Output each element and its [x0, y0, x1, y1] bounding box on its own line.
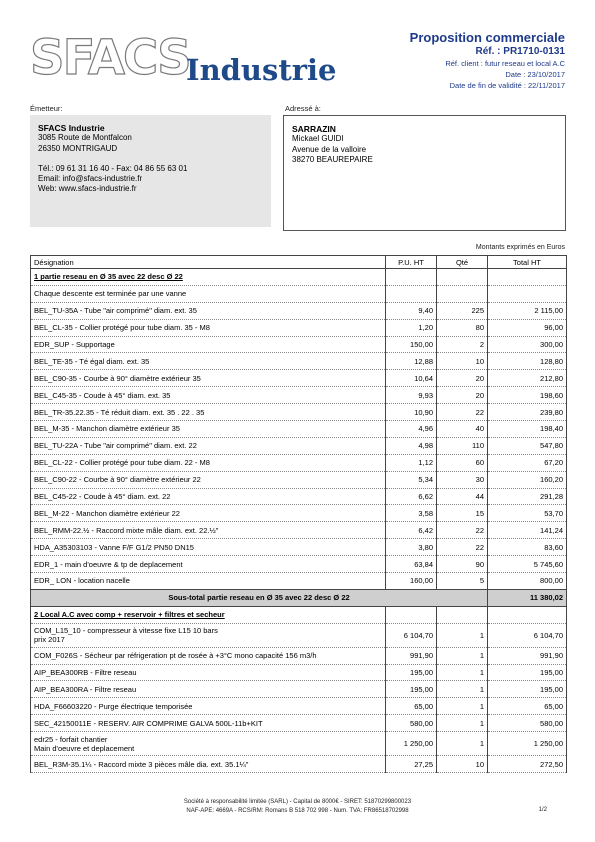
line-unit-price: 195,00 — [386, 664, 437, 681]
document-date: Date : 23/10/2017 — [505, 70, 565, 79]
line-designation-text: BEL_CL-35 - Collier protégé pour tube diam. 35 - M8 — [34, 323, 210, 333]
header-quantity: Qté — [437, 256, 488, 269]
line-quantity: 1 — [437, 623, 488, 647]
table-row — [31, 664, 567, 681]
company-logo — [30, 30, 337, 90]
line-quantity — [437, 269, 488, 286]
line-designation-text: 2 Local A.C avec comp + reservoir + filtres et secheur — [34, 610, 225, 620]
line-total: 198,40 — [488, 421, 567, 438]
line-designation-text: EDR_SUP - Supportage — [34, 340, 115, 349]
line-designation-text: BEL_M-35 - Manchon diamètre extérieur 35 — [34, 424, 180, 434]
header-designation: Désignation — [31, 256, 386, 269]
recipient-label: Adressé à: — [285, 104, 321, 113]
line-quantity: 10 — [437, 756, 488, 773]
recipient-box — [283, 115, 566, 231]
header-unit-price: P.U. HT — [386, 256, 437, 269]
line-quantity: 225 — [437, 302, 488, 319]
line-designation — [31, 454, 386, 471]
line-designation-text: HDA_F66603220 - Purge électrique temporisée — [34, 701, 193, 711]
recipient-contact: Mickael GUIDI — [292, 134, 344, 144]
line-designation — [31, 404, 386, 421]
table-row — [31, 437, 567, 454]
line-total: 67,20 — [488, 454, 567, 471]
line-designation-text: EDR_ LON - location nacelle — [34, 576, 130, 586]
table-row — [31, 488, 567, 505]
line-total: 239,80 — [488, 404, 567, 421]
line-unit-price: 4,96 — [386, 421, 437, 438]
line-total: 800,00 — [488, 573, 567, 590]
line-total: 83,60 — [488, 539, 567, 556]
subtotal-label: Sous-total partie reseau en Ø 35 avec 22 desc Ø 22 — [31, 589, 488, 606]
line-total: 291,28 — [488, 488, 567, 505]
line-unit-price: 9,40 — [386, 302, 437, 319]
line-unit-price: 10,64 — [386, 370, 437, 387]
line-total: 300,00 — [488, 336, 567, 353]
line-designation — [31, 623, 386, 647]
table-row — [31, 319, 567, 336]
logo-sub-text: Industrie — [186, 53, 337, 87]
line-designation — [31, 698, 386, 715]
document-header — [410, 30, 565, 91]
line-quantity: 1 — [437, 732, 488, 756]
footer-line2: NAF-APE: 4669A - RCS/RM: Romans B 518 702 998 - Num. TVA: FR86518702998 — [186, 807, 409, 814]
line-unit-price: 1 250,00 — [386, 732, 437, 756]
line-quantity: 15 — [437, 505, 488, 522]
line-designation — [31, 269, 386, 286]
line-quantity: 90 — [437, 556, 488, 573]
table-row — [31, 353, 567, 370]
table-row — [31, 336, 567, 353]
line-quantity: 5 — [437, 573, 488, 590]
line-designation-text: BEL_C90-22 - Courbe à 90° diamètre extérieur 22 — [34, 475, 201, 485]
line-unit-price: 6,42 — [386, 522, 437, 539]
table-row — [31, 370, 567, 387]
line-unit-price: 65,00 — [386, 698, 437, 715]
line-unit-price — [386, 606, 437, 623]
sender-website: Web: www.sfacs-industrie.fr — [38, 184, 137, 194]
line-designation — [31, 336, 386, 353]
line-designation — [31, 573, 386, 590]
line-total: 128,80 — [488, 353, 567, 370]
line-total: 96,00 — [488, 319, 567, 336]
line-quantity: 44 — [437, 488, 488, 505]
legal-footer — [0, 798, 595, 815]
line-total: 6 104,70 — [488, 623, 567, 647]
line-total: 5 745,60 — [488, 556, 567, 573]
recipient-name: SARRAZIN — [292, 124, 336, 134]
client-reference: Réf. client : futur reseau et local A.C — [445, 59, 565, 68]
table-row — [31, 623, 567, 647]
line-designation — [31, 681, 386, 698]
line-unit-price — [386, 285, 437, 302]
line-designation-text: BEL_C45-35 - Coude à 45° diam. ext. 35 — [34, 390, 171, 400]
line-total: 272,50 — [488, 756, 567, 773]
line-unit-price: 4,98 — [386, 437, 437, 454]
line-quantity: 1 — [437, 664, 488, 681]
page-number: 1/2 — [538, 807, 547, 813]
sender-label: Émetteur: — [30, 104, 63, 113]
table-row — [31, 681, 567, 698]
line-designation-text: edr25 - forfait chantier — [34, 734, 108, 744]
line-quantity: 22 — [437, 539, 488, 556]
line-designation — [31, 387, 386, 404]
line-designation-text: BEL_TR-35.22.35 - Té réduit diam. ext. 35 . 22 . 35 — [34, 407, 205, 417]
line-designation-text: BEL_TU-35A - Tube "air comprimé" diam. ext. 35 — [34, 306, 197, 316]
line-unit-price: 195,00 — [386, 681, 437, 698]
line-designation — [31, 285, 386, 302]
subtotal-amount: 11 380,02 — [488, 589, 567, 606]
line-total: 991,90 — [488, 647, 567, 664]
table-row — [31, 454, 567, 471]
line-designation-text: BEL_R3M-35.1¼ - Raccord mixte 3 pièces mâle dia. ext. 35.1¼" — [34, 759, 249, 769]
line-quantity: 1 — [437, 647, 488, 664]
table-row — [31, 647, 567, 664]
document-reference: Réf. : PR1710-0131 — [475, 46, 565, 57]
line-total: 212,80 — [488, 370, 567, 387]
validity-date: Date de fin de validité : 22/11/2017 — [449, 81, 565, 90]
line-designation — [31, 606, 386, 623]
line-unit-price: 150,00 — [386, 336, 437, 353]
line-unit-price: 9,93 — [386, 387, 437, 404]
line-designation-text: AIP_BEA300RB - Filtre reseau — [34, 668, 137, 678]
table-body — [31, 269, 567, 773]
line-designation — [31, 647, 386, 664]
line-quantity: 110 — [437, 437, 488, 454]
table-row — [31, 505, 567, 522]
line-total: 53,70 — [488, 505, 567, 522]
section-row — [31, 269, 567, 286]
line-quantity — [437, 606, 488, 623]
line-designation-text: BEL_C45-22 - Coude à 45° diam. ext. 22 — [34, 492, 171, 502]
table-row — [31, 471, 567, 488]
line-quantity: 2 — [437, 336, 488, 353]
subtotal-row — [31, 589, 567, 606]
line-total: 198,60 — [488, 387, 567, 404]
table-row — [31, 404, 567, 421]
note-row — [31, 285, 567, 302]
table-header-row — [31, 256, 567, 269]
table-row — [31, 302, 567, 319]
line-quantity: 20 — [437, 370, 488, 387]
line-quantity: 1 — [437, 698, 488, 715]
line-designation — [31, 539, 386, 556]
line-designation — [31, 370, 386, 387]
line-quantity — [437, 285, 488, 302]
quote-lines-table — [30, 255, 567, 773]
line-total: 195,00 — [488, 664, 567, 681]
line-unit-price: 27,25 — [386, 756, 437, 773]
sender-address-line1: 3085 Route de Montfalcon — [38, 133, 132, 143]
line-designation-detail: prix 2017 — [34, 635, 65, 645]
sender-name: SFACS Industrie — [38, 123, 105, 133]
table-row — [31, 573, 567, 590]
line-unit-price: 580,00 — [386, 715, 437, 732]
line-quantity: 30 — [437, 471, 488, 488]
sender-email: Email: info@sfacs-industrie.fr — [38, 174, 143, 184]
table-row — [31, 387, 567, 404]
line-designation-text: Chaque descente est terminée par une vanne — [34, 289, 187, 299]
table-row — [31, 539, 567, 556]
line-designation-text: COM_L15_10 - compresseur à vitesse fixe L15 10 bars — [34, 626, 218, 636]
line-designation — [31, 353, 386, 370]
line-designation — [31, 556, 386, 573]
line-designation-text: COM_F026S - Sécheur par réfrigeration pt de rosée à +3°C mono capacité 156 m3/h — [34, 651, 317, 661]
line-total — [488, 269, 567, 286]
line-unit-price: 10,90 — [386, 404, 437, 421]
line-designation-text: HDA_A35303103 - Vanne F/F G1/2 PN50 DN15 — [34, 542, 194, 552]
line-total: 195,00 — [488, 681, 567, 698]
line-designation — [31, 437, 386, 454]
table-row — [31, 715, 567, 732]
line-designation — [31, 732, 386, 756]
table-row — [31, 732, 567, 756]
recipient-address-line1: Avenue de la valloire — [292, 144, 367, 154]
table-row — [31, 421, 567, 438]
line-total — [488, 285, 567, 302]
line-designation-text: 1 partie reseau en Ø 35 avec 22 desc Ø 22 — [34, 272, 183, 282]
line-designation — [31, 715, 386, 732]
line-designation — [31, 664, 386, 681]
line-designation-text: AIP_BEA300RA - Filtre reseau — [34, 684, 137, 694]
line-designation — [31, 471, 386, 488]
line-quantity: 60 — [437, 454, 488, 471]
line-unit-price: 3,80 — [386, 539, 437, 556]
line-unit-price: 6,62 — [386, 488, 437, 505]
line-quantity: 22 — [437, 522, 488, 539]
line-total: 547,80 — [488, 437, 567, 454]
section-row — [31, 606, 567, 623]
line-unit-price: 1,12 — [386, 454, 437, 471]
line-designation — [31, 421, 386, 438]
line-designation — [31, 522, 386, 539]
line-unit-price: 160,00 — [386, 573, 437, 590]
line-unit-price: 6 104,70 — [386, 623, 437, 647]
line-designation-text: SEC_42150011E - RESERV. AIR COMPRIME GALVA 500L-11b+KIT — [34, 718, 263, 728]
line-total: 65,00 — [488, 698, 567, 715]
line-unit-price: 63,84 — [386, 556, 437, 573]
sender-box — [30, 115, 271, 227]
line-designation-text: BEL_RMM-22.½ - Raccord mixte mâle diam. ext. 22.½" — [34, 525, 219, 535]
line-designation-text: BEL_CL-22 - Collier protégé pour tube diam. 22 - M8 — [34, 458, 210, 468]
line-unit-price: 1,20 — [386, 319, 437, 336]
line-unit-price: 991,90 — [386, 647, 437, 664]
line-total: 160,20 — [488, 471, 567, 488]
sender-address-line2: 26350 MONTRIGAUD — [38, 143, 118, 153]
recipient-address-line2: 38270 BEAUREPAIRE — [292, 154, 373, 164]
line-designation — [31, 505, 386, 522]
table-row — [31, 556, 567, 573]
logo-main-text: SFACS — [30, 30, 190, 86]
footer-line1: Société à responsabilité limitée (SARL) - Capital de 8000€ - SIRET: 51870299800023 — [183, 799, 412, 805]
header-total: Total HT — [488, 256, 567, 269]
line-quantity: 80 — [437, 319, 488, 336]
table-row — [31, 698, 567, 715]
line-total: 2 115,00 — [488, 302, 567, 319]
line-designation-text: BEL_M-22 - Manchon diamètre extérieur 22 — [34, 508, 180, 518]
line-unit-price — [386, 269, 437, 286]
line-unit-price: 12,88 — [386, 353, 437, 370]
sender-phone: Tél.: 09 61 31 16 40 - Fax: 04 86 55 63 01 — [38, 163, 188, 173]
line-unit-price: 5,34 — [386, 471, 437, 488]
line-quantity: 20 — [437, 387, 488, 404]
line-total — [488, 606, 567, 623]
line-total: 141,24 — [488, 522, 567, 539]
line-quantity: 1 — [437, 715, 488, 732]
line-total: 1 250,00 — [488, 732, 567, 756]
line-designation-text: BEL_C90-35 - Courbe à 90° diamètre extérieur 35 — [34, 373, 201, 383]
line-designation — [31, 302, 386, 319]
line-designation-text: EDR_1 - main d'oeuvre & tp de deplacement — [34, 559, 183, 569]
line-designation — [31, 319, 386, 336]
line-designation-text: BEL_TE-35 - Té égal diam. ext. 35 — [34, 356, 150, 366]
line-designation — [31, 756, 386, 773]
line-quantity: 1 — [437, 681, 488, 698]
line-quantity: 22 — [437, 404, 488, 421]
line-unit-price: 3,58 — [386, 505, 437, 522]
document-title: Proposition commerciale — [409, 30, 565, 45]
line-quantity: 40 — [437, 421, 488, 438]
line-designation — [31, 488, 386, 505]
line-designation-text: BEL_TU-22A - Tube "air comprimé" diam. ext. 22 — [34, 441, 197, 451]
currency-note: Montants exprimés en Euros — [475, 244, 565, 251]
line-quantity: 10 — [437, 353, 488, 370]
line-total: 580,00 — [488, 715, 567, 732]
line-designation-detail: Main d'oeuvre et deplacement — [34, 743, 135, 753]
table-row — [31, 522, 567, 539]
table-row — [31, 756, 567, 773]
